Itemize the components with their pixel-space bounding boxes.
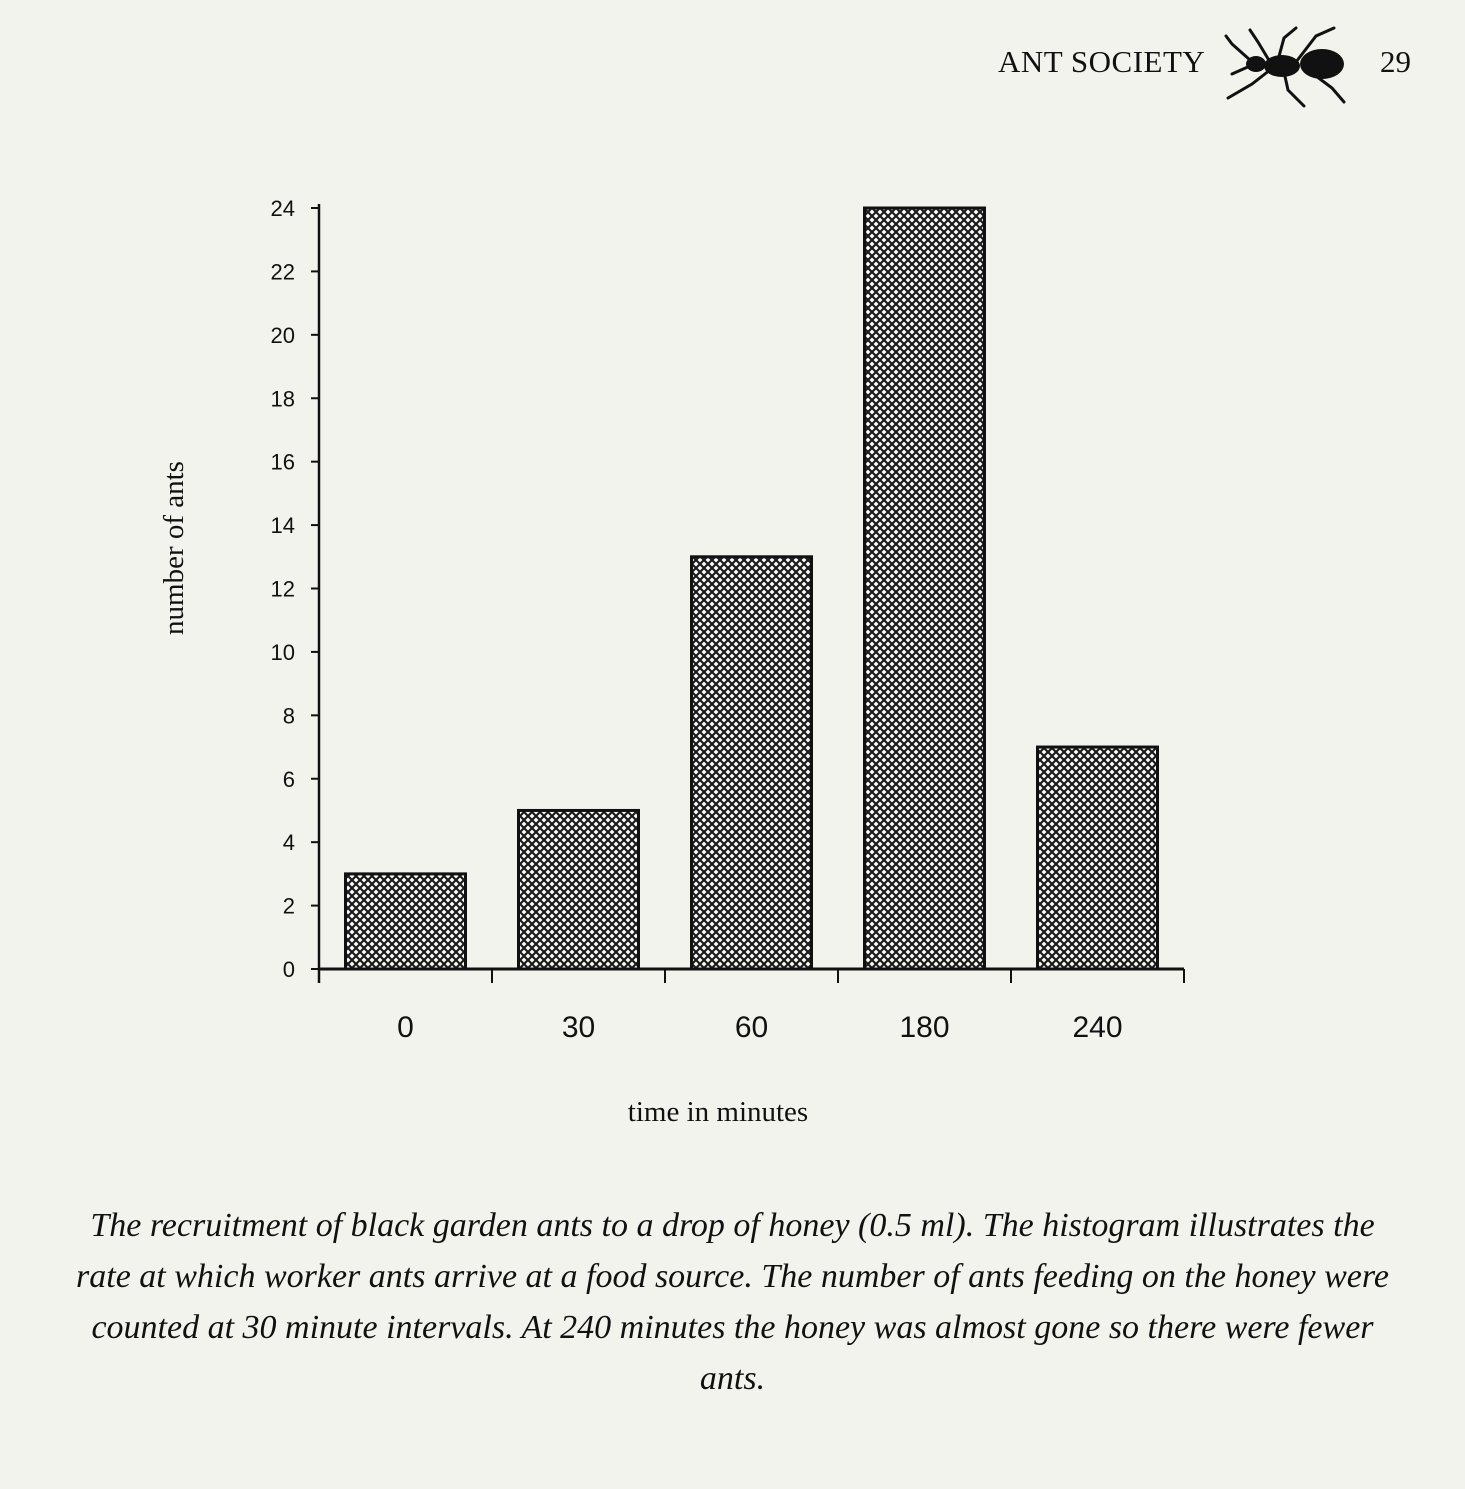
x-category-label: 60 [734,1011,769,1044]
y-tick-label: 6 [282,766,295,792]
bar-30 [519,810,639,969]
bar-240 [1038,747,1158,969]
bar-60 [692,557,812,969]
y-axis [271,196,319,983]
y-tick-label: 8 [282,703,295,729]
y-axis-title: number of ants [158,461,190,635]
bar-0 [346,874,466,969]
y-tick-label: 12 [270,576,295,602]
x-axis [319,969,1184,1044]
x-category-label: 180 [899,1011,950,1044]
y-tick-label: 16 [270,449,295,475]
y-tick-label: 22 [270,259,295,285]
y-tick-label: 14 [270,513,295,539]
y-tick-label: 20 [270,322,295,348]
running-head: ANT SOCIETY [998,44,1206,79]
x-category-label: 0 [397,1011,414,1044]
y-tick-label: 4 [282,830,295,856]
y-tick-label: 18 [270,386,295,412]
y-tick-label: 0 [282,957,295,982]
y-tick-label: 10 [270,639,295,665]
bars [346,208,1158,969]
bar-180 [865,208,985,969]
y-tick-label: 24 [270,196,295,221]
x-axis-title: time in minutes [627,1096,809,1128]
page-number: 29 [1380,44,1411,79]
x-category-label: 30 [561,1011,596,1044]
y-tick-label: 2 [282,893,295,919]
x-category-label: 240 [1072,1011,1123,1044]
figure-caption: The recruitment of black garden ants to a drop of honey (0.5 ml). The histogram illustrates the rate at which worker ants arrive at a food source. The number of ants feeding on the honey were counted at 30 minute intervals. At 240 minutes the honey was almost gone so there were fewer ants. [76,1207,1389,1397]
